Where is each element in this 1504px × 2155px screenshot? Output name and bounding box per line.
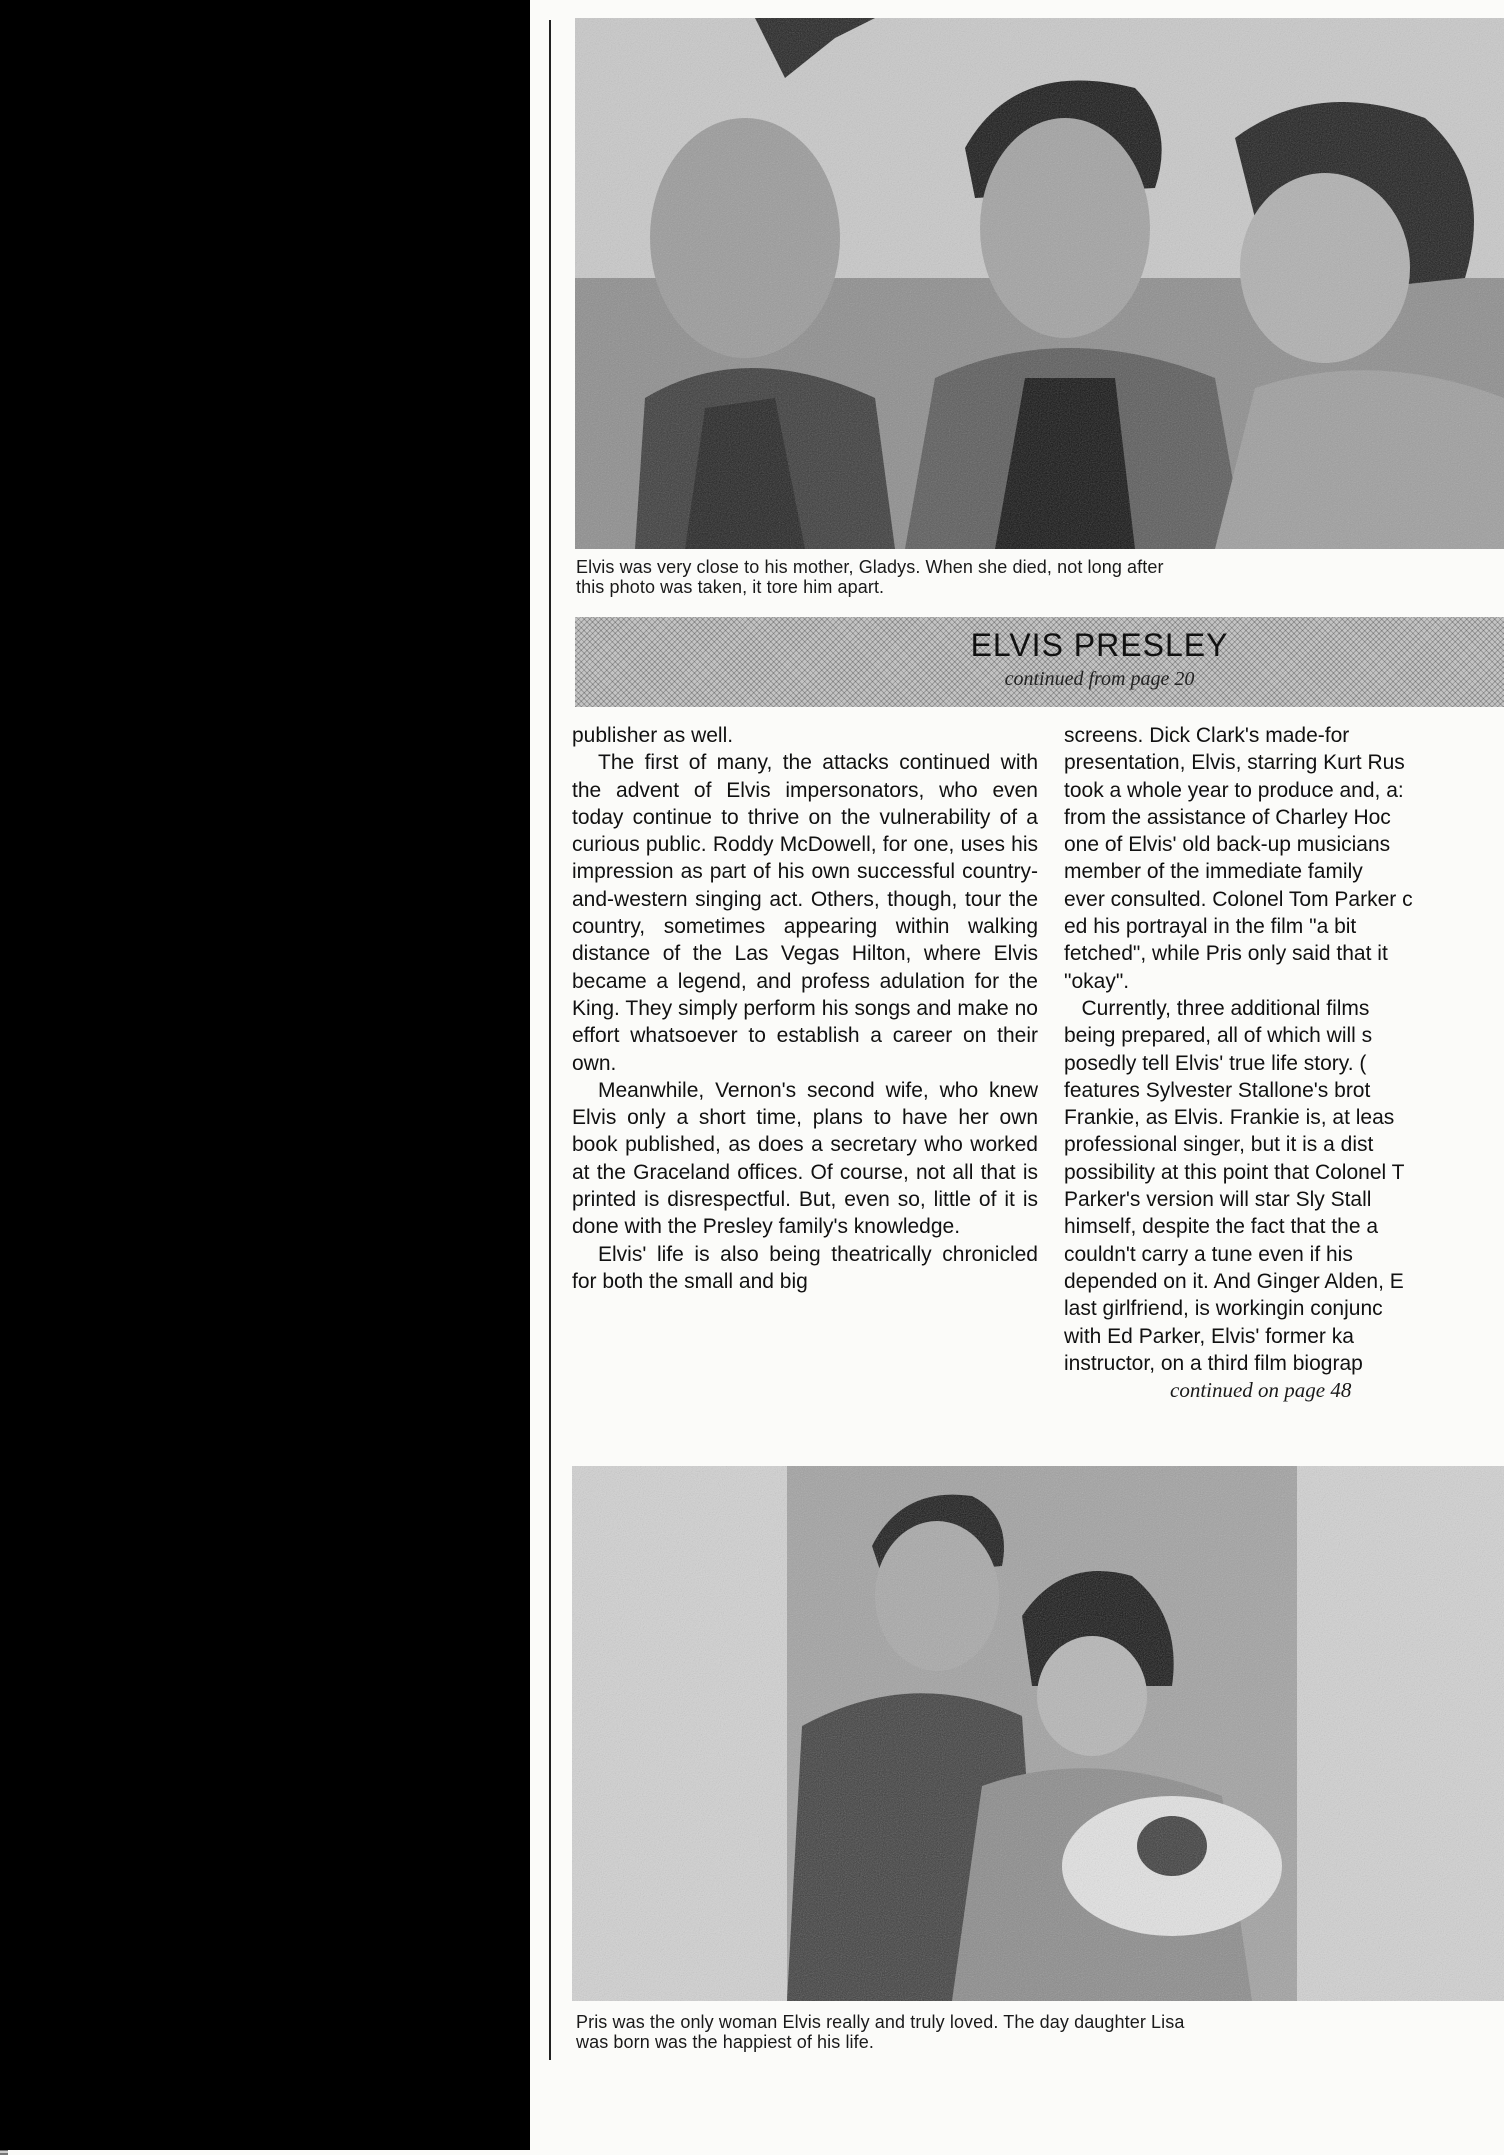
- continued-from: continued from page 20: [1004, 668, 1195, 690]
- text-line: himself, despite the fact that the a: [1064, 1215, 1379, 1239]
- text-line: "okay".: [1064, 969, 1130, 993]
- caption-line: Elvis was very close to his mother, Gladys. When she died, not long after: [576, 557, 1164, 577]
- caption-line: Pris was the only woman Elvis really and truly loved. The day daughter Lisa: [576, 2012, 1185, 2032]
- text-line: presentation, Elvis, starring Kurt Rus: [1064, 751, 1405, 775]
- text-line: member of the immediate family: [1064, 860, 1363, 884]
- text-line: took a whole year to produce and, a:: [1064, 778, 1404, 802]
- text-line: professional singer, but it is a dist: [1064, 1133, 1374, 1157]
- article-banner: [575, 617, 1504, 707]
- text-line: last girlfriend, is workingin conjunc: [1064, 1297, 1383, 1321]
- text-line: ever consulted. Colonel Tom Parker c: [1064, 887, 1413, 911]
- paragraph: publisher as well.: [572, 724, 734, 747]
- continued-on: continued on page 48: [1170, 1378, 1352, 1402]
- text-line: possibility at this point that Colonel T: [1064, 1160, 1405, 1184]
- column-rule: [549, 20, 551, 2060]
- text-line: Currently, three additional films: [1064, 996, 1370, 1020]
- text-line: from the assistance of Charley Hoc: [1064, 805, 1391, 829]
- text-line: posedly tell Elvis' true life story. (: [1064, 1051, 1367, 1075]
- text-line: Parker's version will star Sly Stall: [1064, 1188, 1372, 1212]
- caption-top-photo: [576, 557, 1376, 597]
- text-line: instructor, on a third film biograp: [1064, 1351, 1363, 1375]
- paragraph: Elvis' life is also being theatrically chronicled for both the small and big: [572, 1242, 1038, 1293]
- article-title: ELVIS PRESLEY: [970, 627, 1229, 663]
- text-line: features Sylvester Stallone's brot: [1064, 1078, 1371, 1102]
- photo-elvis-pris-lisa: [572, 1466, 1504, 2001]
- text-line: ed his portrayal in the film "a bit: [1064, 915, 1357, 939]
- text-line: with Ed Parker, Elvis' former ka: [1064, 1324, 1354, 1348]
- text-line: fetched", while Pris only said that it: [1064, 942, 1388, 966]
- text-line: Frankie, as Elvis. Frankie is, at leas: [1064, 1106, 1395, 1130]
- caption-bottom-photo: [576, 2012, 1396, 2052]
- caption-line: this photo was taken, it tore him apart.: [576, 577, 885, 597]
- text-line: one of Elvis' old back-up musicians: [1064, 833, 1391, 857]
- text-line: being prepared, all of which will s: [1064, 1024, 1373, 1048]
- redacted-panel: [0, 0, 530, 2150]
- paragraph: Meanwhile, Vernon's second wife, who knew Elvis only a short time, plans to have her own book published, as does a secretary who worked at the Graceland offices. Of course, not all that is printed is disrespectful. But, even so, little of it is done with the Presley family's knowledge.: [572, 1078, 1038, 1239]
- article-column-left: [572, 722, 1038, 1295]
- photo-elvis-with-mother: [575, 18, 1504, 549]
- article-column-right: [1064, 722, 1504, 1377]
- text-line: couldn't carry a tune even if his: [1064, 1242, 1353, 1266]
- text-line: screens. Dick Clark's made-for: [1064, 724, 1350, 747]
- text-line: depended on it. And Ginger Alden, E: [1064, 1269, 1404, 1293]
- caption-line: was born was the happiest of his life.: [576, 2032, 874, 2052]
- paragraph: The first of many, the attacks continued with the advent of Elvis impersonators, who even today continue to thrive on the vulnerability of a curious public. Roddy McDowell, for one, uses his impression as part of his own successful country-and-western singing act. Others, though, tour the country, sometimes appearing within walking distance of the Las Vegas Hilton, where Elvis became a legend, and profess adulation for the King. They simply perform his songs and make no effort whatsoever to establish a career on their own.: [572, 751, 1038, 1075]
